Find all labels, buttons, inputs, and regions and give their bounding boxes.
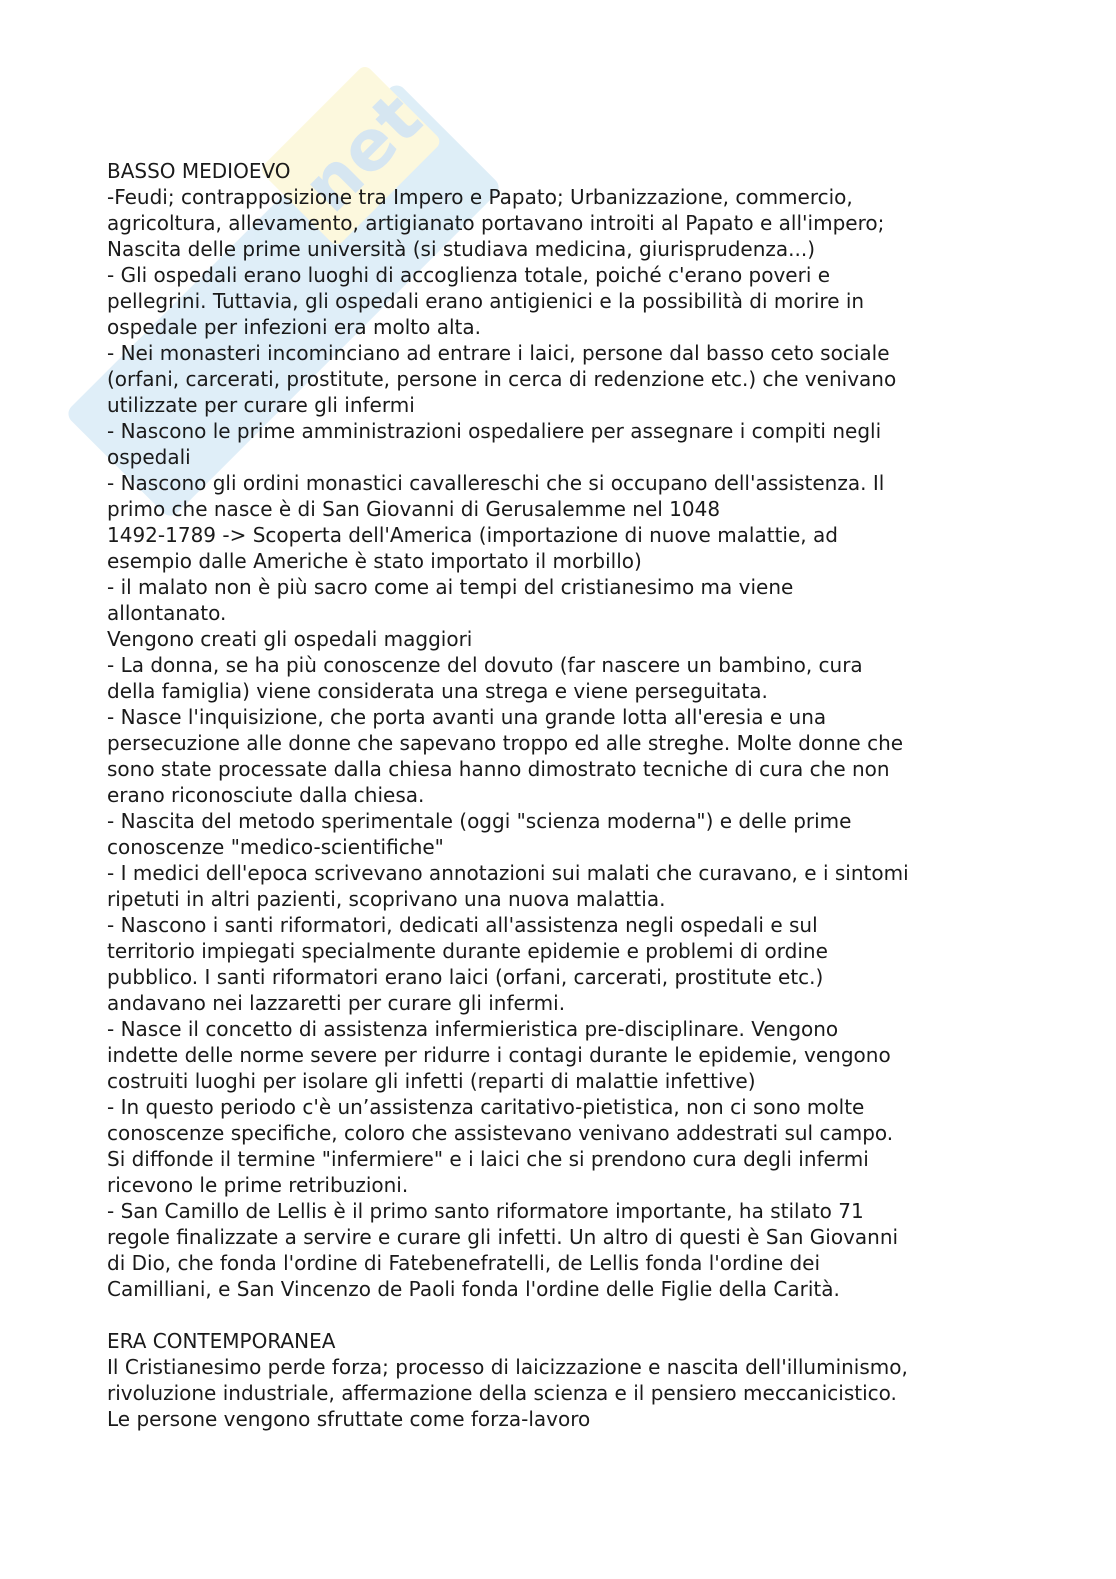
text-line: (orfani, carcerati, prostitute, persone in cerca di redenzione etc.) che venivano	[107, 367, 897, 391]
text-line: di Dio, che fonda l'ordine di Fatebenefratelli, de Lellis fonda l'ordine dei	[107, 1251, 821, 1275]
text-line: allontanato.	[107, 601, 227, 625]
text-line: - Nascono i santi riformatori, dedicati all'assistenza negli ospedali e sul	[107, 913, 818, 937]
text-line: sono state processate dalla chiesa hanno dimostrato tecniche di cura che non	[107, 757, 890, 781]
section-body-era-contemporanea	[107, 1354, 1027, 1432]
text-line: Camilliani, e San Vincenzo de Paoli fonda l'ordine delle Figlie della Carità.	[107, 1277, 840, 1301]
text-line: - La donna, se ha più conoscenze del dovuto (far nascere un bambino, cura	[107, 653, 863, 677]
text-line: primo che nasce è di San Giovanni di Gerusalemme nel 1048	[107, 497, 721, 521]
text-line: ospedale per infezioni era molto alta.	[107, 315, 481, 339]
text-line: indette delle norme severe per ridurre i contagi durante le epidemie, vengono	[107, 1043, 891, 1067]
text-line: conoscenze specifiche, coloro che assistevano venivano addestrati sul campo.	[107, 1121, 894, 1145]
text-line: 1492-1789 -> Scoperta dell'America (importazione di nuove malattie, ad	[107, 523, 838, 547]
text-line: agricoltura, allevamento, artigianato portavano introiti al Papato e all'impero;	[107, 211, 885, 235]
text-line: Le persone vengono sfruttate come forza-lavoro	[107, 1407, 591, 1431]
text-line: rivoluzione industriale, affermazione della scienza e il pensiero meccanicistico.	[107, 1381, 897, 1405]
text-line: - I medici dell'epoca scrivevano annotazioni sui malati che curavano, e i sintomi	[107, 861, 909, 885]
text-line: Il Cristianesimo perde forza; processo di laicizzazione e nascita dell'illuminismo,	[107, 1355, 908, 1379]
section-heading-era-contemporanea: ERA CONTEMPORANEA	[107, 1329, 336, 1353]
document-page	[107, 158, 1027, 1432]
section-body-basso-medioevo	[107, 184, 1027, 1302]
text-line: - Nasce il concetto di assistenza infermieristica pre-disciplinare. Vengono	[107, 1017, 839, 1041]
text-line: -Feudi; contrapposizione tra Impero e Papato; Urbanizzazione, commercio,	[107, 185, 853, 209]
text-line: - Nascono le prime amministrazioni ospedaliere per assegnare i compiti negli	[107, 419, 882, 443]
text-line: ripetuti in altri pazienti, scoprivano una nuova malattia.	[107, 887, 666, 911]
text-line: - In questo periodo c'è un’assistenza caritativo-pietistica, non ci sono molte	[107, 1095, 865, 1119]
text-line: - Nascono gli ordini monastici cavallereschi che si occupano dell'assistenza. Il	[107, 471, 885, 495]
text-line: conoscenze "medico-scientifiche"	[107, 835, 444, 859]
text-line: ricevono le prime retribuzioni.	[107, 1173, 409, 1197]
text-line: della famiglia) viene considerata una strega e viene perseguitata.	[107, 679, 768, 703]
text-line: esempio dalle Americhe è stato importato il morbillo)	[107, 549, 642, 573]
watermark-text: net	[287, 77, 438, 228]
text-line: territorio impiegati specialmente durante epidemie e problemi di ordine	[107, 939, 828, 963]
text-line: - il malato non è più sacro come ai tempi del cristianesimo ma viene	[107, 575, 794, 599]
text-line: andavano nei lazzaretti per curare gli infermi.	[107, 991, 566, 1015]
text-line: pubblico. I santi riformatori erano laici (orfani, carcerati, prostitute etc.)	[107, 965, 824, 989]
text-line: - Nascita del metodo sperimentale (oggi "scienza moderna") e delle prime	[107, 809, 852, 833]
text-line: erano riconosciute dalla chiesa.	[107, 783, 425, 807]
text-line: Vengono creati gli ospedali maggiori	[107, 627, 473, 651]
text-line: costruiti luoghi per isolare gli infetti (reparti di malattie infettive)	[107, 1069, 756, 1093]
text-line: - Nei monasteri incominciano ad entrare i laici, persone dal basso ceto sociale	[107, 341, 890, 365]
text-line: ospedali	[107, 445, 191, 469]
text-line: utilizzate per curare gli infermi	[107, 393, 415, 417]
section-heading-basso-medioevo: BASSO MEDIOEVO	[107, 159, 291, 183]
text-line: Nascita delle prime università (si studiava medicina, giurisprudenza...)	[107, 237, 816, 261]
text-line: pellegrini. Tuttavia, gli ospedali erano antigienici e la possibilità di morire in	[107, 289, 865, 313]
text-line: - Gli ospedali erano luoghi di accoglienza totale, poiché c'erano poveri e	[107, 263, 831, 287]
text-line: - San Camillo de Lellis è il primo santo riformatore importante, ha stilato 71	[107, 1199, 864, 1223]
section-gap	[107, 1302, 1027, 1328]
text-line: Si diffonde il termine "infermiere" e i laici che si prendono cura degli infermi	[107, 1147, 869, 1171]
text-line: persecuzione alle donne che sapevano troppo ed alle streghe. Molte donne che	[107, 731, 904, 755]
text-line: regole finalizzate a servire e curare gli infetti. Un altro di questi è San Giovanni	[107, 1225, 899, 1249]
text-line: - Nasce l'inquisizione, che porta avanti una grande lotta all'eresia e una	[107, 705, 827, 729]
